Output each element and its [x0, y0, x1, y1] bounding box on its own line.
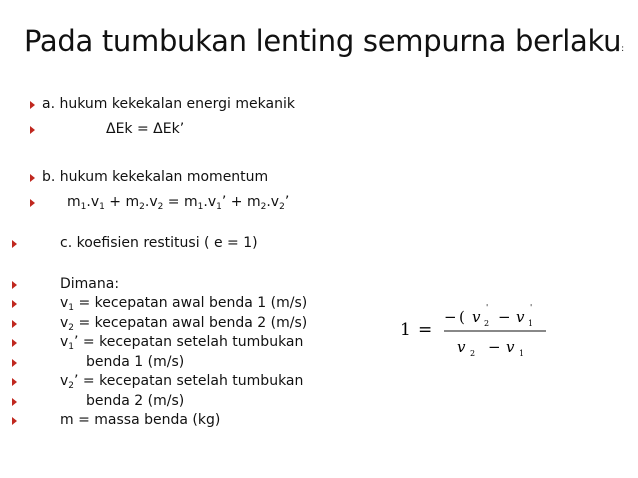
formula-num-p1: ' [530, 303, 533, 312]
def-v1: $v_1$ = kecepatan awal benda 1 (m/s) [60, 295, 308, 313]
formula-num-paren: ( [459, 308, 465, 326]
title-colon: : [621, 44, 624, 54]
item-a-formula: ΔEk = ΔEk’ [106, 121, 185, 137]
bullet-icon [12, 359, 17, 367]
restitution-formula [400, 298, 560, 368]
bullet-icon [30, 101, 35, 109]
bullet-icon [12, 281, 17, 289]
slide-title [24, 24, 624, 58]
formula-num-s2: 2 [484, 319, 490, 328]
item-dimana: Dimana: [60, 276, 120, 292]
bullet-icon [30, 126, 35, 134]
def-v2-prime: $v_2$’ = kecepatan setelah tumbukan [60, 373, 304, 391]
formula-num-v2: v [472, 308, 481, 326]
formula-lhs: 1 [400, 320, 411, 340]
formula-den-s2: 2 [470, 349, 476, 358]
formula-den-v2: v [457, 338, 466, 356]
bullet-icon [12, 417, 17, 425]
item-b-formula: $m_1.v_1 + m_2.v_2 = m_1.v_1$’ + $m_2.v_2$’ [67, 194, 290, 212]
formula-den-v1: v [506, 338, 515, 356]
item-b: b. hukum kekekalan momentum [42, 169, 269, 185]
formula-den-minus: − [488, 338, 501, 356]
def-m: m = massa benda (kg) [60, 412, 221, 428]
def-v2-prime-cont: benda 2 (m/s) [86, 393, 185, 409]
bullet-icon [12, 378, 17, 386]
item-c: c. koefisien restitusi ( e = 1) [60, 235, 258, 251]
bullet-icon [30, 174, 35, 182]
formula-num-p2: ' [486, 303, 489, 312]
formula-num-s1: 1 [528, 319, 534, 328]
formula-equals: = [418, 320, 433, 340]
formula-num-minus: − [444, 308, 457, 326]
formula-den-s1: 1 [519, 349, 525, 358]
def-v1-prime-cont: benda 1 (m/s) [86, 354, 185, 370]
item-a: a. hukum kekekalan energi mekanik [42, 96, 295, 112]
bullet-icon [12, 320, 17, 328]
formula-num-v1: v [516, 308, 525, 326]
bullet-icon [12, 240, 17, 248]
formula-num-minus2: − [498, 308, 511, 326]
title-text: Pada tumbukan lenting sempurna berlaku [24, 24, 622, 58]
def-v2: $v_2$ = kecepatan awal benda 2 (m/s) [60, 315, 308, 333]
bullet-icon [30, 199, 35, 207]
bullet-icon [12, 300, 17, 308]
def-v1-prime: $v_1$’ = kecepatan setelah tumbukan [60, 334, 304, 352]
bullet-icon [12, 339, 17, 347]
bullet-icon [12, 398, 17, 406]
